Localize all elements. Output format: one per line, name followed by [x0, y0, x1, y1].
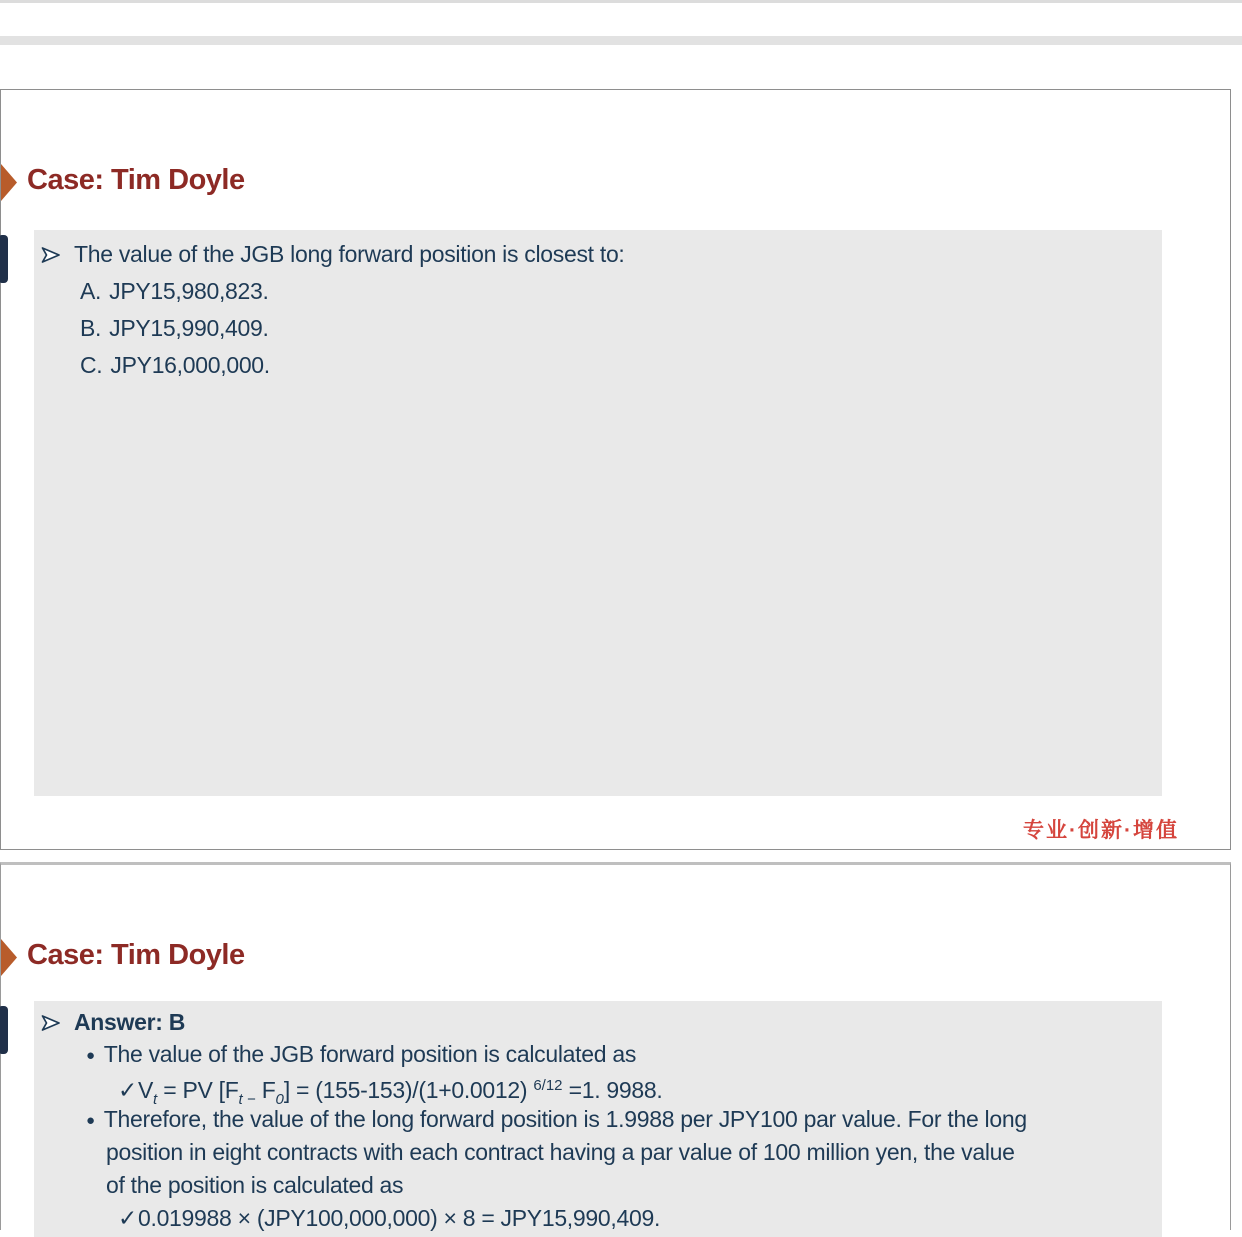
slide-title: Case: Tim Doyle [27, 164, 245, 196]
title-arrow-icon [1, 939, 17, 976]
formula-segment: V [137, 1077, 154, 1103]
dot-bullet-icon: ● [86, 1047, 95, 1064]
check-icon: ✓ [118, 1077, 137, 1103]
option-row-c [80, 350, 270, 380]
formula-line-2 [118, 1203, 660, 1233]
slide-answer [0, 862, 1231, 1230]
dot-bullet-icon: ● [86, 1112, 95, 1129]
formula-segment: ] = (155-153)/(1+0.0012) [283, 1077, 534, 1103]
question-text: The value of the JGB long forward position is closest to: [74, 241, 625, 267]
question-line [41, 239, 625, 269]
option-label: C. [80, 352, 103, 378]
answer-point-2-line-2: position in eight contracts with each contract having a par value of 100 million yen, the value [106, 1139, 1015, 1165]
option-text: JPY15,980,823. [109, 278, 269, 304]
formula-segment: = PV [F [157, 1077, 239, 1103]
answer-heading-line [41, 1007, 185, 1037]
answer-point-2-text: Therefore, the value of the long forward position is 1.9988 per JPY100 par value. For the long [103, 1106, 1027, 1132]
option-label: B. [80, 315, 102, 341]
brand-slogan-text: 专业·创新·增值 [1023, 819, 1179, 842]
top-hairline [0, 0, 1242, 3]
formula-2-text: 0.019988 × (JPY100,000,000) × 8 = JPY15,990,409. [137, 1205, 661, 1231]
left-tab-decoration [0, 1006, 8, 1054]
formula-superscript: 6/12 [533, 1077, 563, 1094]
formula-subscript: t [153, 1091, 158, 1108]
question-box [34, 230, 1162, 796]
answer-point-2-line-1 [86, 1104, 1027, 1136]
formula-segment: F [255, 1077, 276, 1103]
answer-box [34, 1001, 1162, 1237]
answer-point-1 [86, 1039, 636, 1071]
option-text: JPY15,990,409. [109, 315, 269, 341]
arrowhead-bullet-icon [41, 1014, 61, 1032]
slide-title: Case: Tim Doyle [27, 939, 245, 971]
slide-question [0, 89, 1231, 850]
formula-subscript: 0 [275, 1091, 284, 1108]
arrowhead-bullet-icon [41, 246, 61, 264]
check-icon: ✓ [118, 1205, 137, 1231]
option-row-a [80, 276, 269, 306]
option-label: A. [80, 278, 102, 304]
left-tab-decoration [0, 235, 8, 283]
top-gray-bar [0, 36, 1242, 45]
formula-segment: =1. 9988. [562, 1077, 663, 1103]
answer-heading: Answer: B [74, 1009, 186, 1035]
formula-subscript: t − [238, 1091, 256, 1108]
title-arrow-icon [1, 164, 17, 201]
answer-point-1-text: The value of the JGB forward position is calculated as [103, 1041, 637, 1067]
answer-point-2-line-3: of the position is calculated as [106, 1172, 404, 1198]
option-text: JPY16,000,000. [110, 352, 270, 378]
option-row-b [80, 313, 269, 343]
